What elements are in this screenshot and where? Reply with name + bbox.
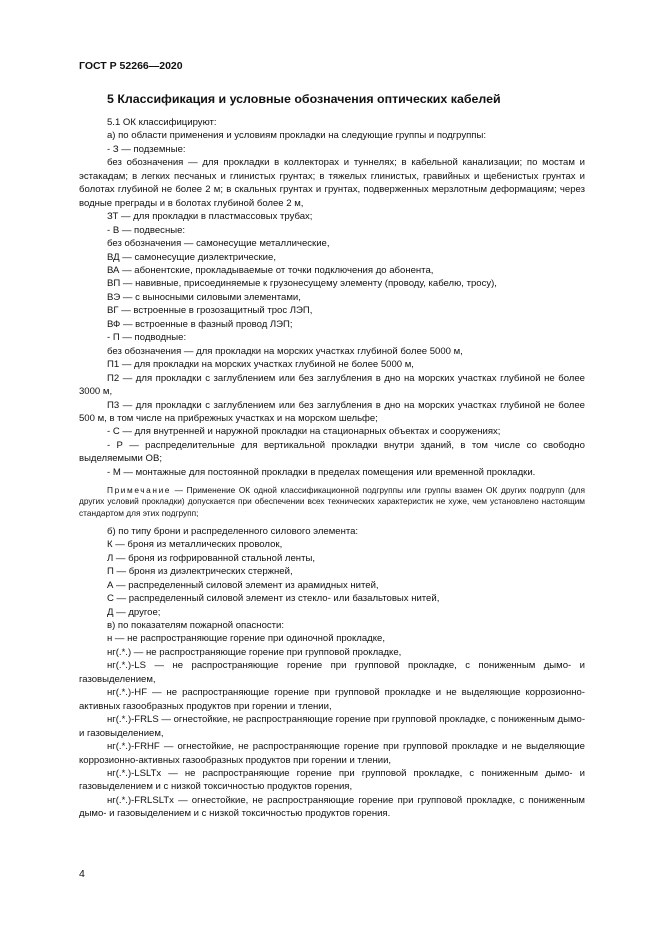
document-code: ГОСТ Р 52266—2020 xyxy=(79,60,183,72)
page-number: 4 xyxy=(79,868,85,880)
note xyxy=(79,485,585,519)
paragraph: П2 — для прокладки с заглублением или без заглубления в дно на морских участках глубиной не более 3000 м, xyxy=(79,372,585,398)
paragraph: нг(.*.)-FRHF — огнестойкие, не распространяющие горение при групповой прокладке и не выделяющие коррозионно-активных газообразных продуктов при горении и тлении, xyxy=(79,741,585,766)
paragraph: нг(.*.)-HF — не распространяющие горение при групповой прокладке и не выделяющие коррозионно-активных газообразных продуктов при горении и тлении, xyxy=(79,687,585,712)
paragraph: ВГ — встроенные в грозозащитный трос ЛЭП, xyxy=(107,305,313,317)
note-text: — Применение ОК одной классификационной подгруппы или группы взамен ОК других подгрупп (для других условий прокладки) допускается при обеспечении всех технических характеристик не хуже, чем установлено настоящим стандартом для этих подгрупп; xyxy=(79,485,585,518)
paragraph: нг(.*.)-FRLSLTx — огнестойкие, не распространяющие горение при групповой прокладке, с пониженным дымо- и газовыделением и с низкой токсичностью продуктов горения. xyxy=(79,794,585,820)
paragraph: - Р — распределительные для вертикальной прокладки внутри зданий, в том числе со свободно выделяемыми ОВ; xyxy=(79,439,585,465)
document-body xyxy=(79,116,585,821)
paragraph: ВЭ — с выносными силовыми элементами, xyxy=(107,291,301,303)
paragraph: - В — подвесные: xyxy=(107,224,186,236)
paragraph: ЗТ — для прокладки в пластмассовых трубах; xyxy=(107,211,313,223)
note-label: Примечание xyxy=(107,485,172,496)
paragraph: - М — монтажные для постоянной прокладки в пределах помещения или временной прокладки. xyxy=(107,466,536,478)
paragraph: - С — для внутренней и наружной прокладки на стационарных объектах и сооружениях; xyxy=(107,426,501,438)
paragraph: А — распределенный силовой элемент из арамидных нитей, xyxy=(107,579,379,591)
paragraph: н — не распространяющие горение при одиночной прокладке, xyxy=(107,633,385,645)
paragraph: ВА — абонентские, прокладываемые от точки подключения до абонента, xyxy=(107,264,434,276)
paragraph: Л — броня из гофрированной стальной ленты, xyxy=(107,552,315,564)
paragraph: - П — подводные: xyxy=(107,332,187,344)
paragraph: П1 — для прокладки на морских участках глубиной не более 5000 м, xyxy=(107,359,414,371)
paragraph: К — броня из металлических проволок, xyxy=(107,539,283,551)
paragraph: нг(.*.)-LSLTx — не распространяющие горение при групповой прокладке, с пониженным дымо- и газовыделением и с низкой токсичностью продуктов горения, xyxy=(79,768,585,793)
paragraph: без обозначения — для прокладки в коллекторах и туннелях; в кабельной канализации; по мостам и эстакадам; в легких песчаных и глинистых грунтах; в тяжелых глинистых, гравийных и щебенистых грунтах и болотах глубиной не более 2 м; в скальных грунтах и грунтах, подверженных мерзлотным деформациям; через водные преграды и в болотах глубиной более 2 м, xyxy=(79,157,585,209)
paragraph: нг(.*.)-FRLS — огнестойкие, не распространяющие горение при групповой прокладке, с пониженным дымо- и газовыделением, xyxy=(79,714,586,739)
paragraph: а) по области применения и условиям прокладки на следующие группы и подгруппы: xyxy=(107,130,486,142)
paragraph: 5.1 ОК классифицируют: xyxy=(107,117,217,128)
paragraph: нг(.*.)-LS — не распространяющие горение при групповой прокладке, с пониженным дымо- и газовыделением, xyxy=(79,660,585,685)
paragraph: Д — другое; xyxy=(107,606,161,618)
paragraph: - З — подземные: xyxy=(107,143,186,155)
paragraph: нг(.*.) — не распространяющие горение при групповой прокладке, xyxy=(107,646,402,658)
paragraph: П3 — для прокладки с заглублением или без заглубления в дно на морских участках глубиной не более 500 м, в том числе на прибрежных участках и на морском шельфе; xyxy=(79,399,585,424)
paragraph: ВД — самонесущие диэлектрические, xyxy=(107,251,276,263)
paragraph: С — распределенный силовой элемент из стекло- или базальтовых нитей, xyxy=(107,593,440,605)
paragraph: без обозначения — самонесущие металлические, xyxy=(107,238,330,250)
paragraph: ВФ — встроенные в фазный провод ЛЭП; xyxy=(107,318,293,330)
paragraph: без обозначения — для прокладки на морских участках глубиной более 5000 м, xyxy=(107,345,463,357)
section-title: 5 Классификация и условные обозначения оптических кабелей xyxy=(107,92,501,106)
paragraph: в) по показателям пожарной опасности: xyxy=(107,620,285,632)
paragraph: б) по типу брони и распределенного силового элемента: xyxy=(107,525,359,537)
paragraph: П — броня из диэлектрических стержней, xyxy=(107,566,293,578)
paragraph: ВП — навивные, присоединяемые к грузонесущему элементу (проводу, кабелю, тросу), xyxy=(107,278,497,290)
